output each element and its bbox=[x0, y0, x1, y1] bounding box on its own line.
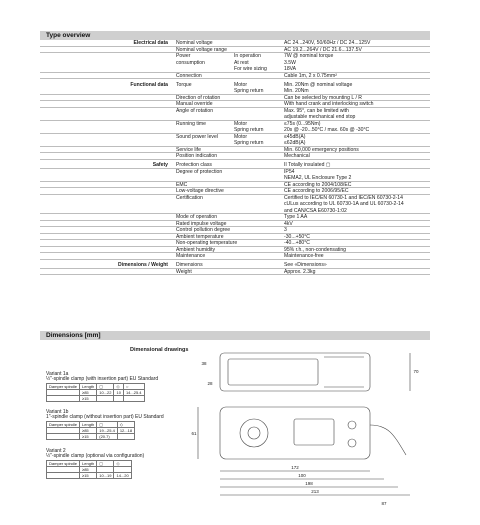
spec-property: Weight bbox=[176, 268, 192, 275]
dim-70: 70 bbox=[413, 369, 419, 374]
spec-value: Mechanical bbox=[284, 153, 310, 159]
spec-value: Max. 95°, can be limited with bbox=[284, 107, 349, 114]
spec-property: Ambient humidity bbox=[176, 246, 216, 253]
spec-value: 95% r.h., non-condensating bbox=[284, 246, 347, 253]
cell: ≥15 bbox=[80, 473, 97, 479]
spec-value: cULus according to UL 60730-1A and UL 60730-2-14 bbox=[284, 201, 404, 207]
spec-value: 4kV bbox=[284, 220, 293, 227]
variant-1a-name: Variant 1a bbox=[46, 371, 69, 377]
cell: 14...25.4 bbox=[123, 390, 144, 396]
spec-value: CE according to 2006/95/EC bbox=[284, 188, 349, 194]
dim-28: 28 bbox=[207, 381, 213, 386]
spec-property: EMC bbox=[176, 181, 188, 188]
spec-condition: In operation bbox=[234, 53, 261, 59]
variant-1b-desc: 1"-spindle clamp (without insertion part) EU Standard bbox=[46, 414, 164, 420]
spec-condition: At rest bbox=[234, 59, 249, 66]
spec-property: Nominal voltage bbox=[176, 40, 213, 46]
cell: 14...20 bbox=[114, 473, 131, 479]
header-damper-spindle: Damper spindle bbox=[47, 461, 80, 467]
cell: ≥15 bbox=[80, 396, 97, 402]
spec-property: Non-operating temperature bbox=[176, 240, 238, 246]
header-damper-spindle: Damper spindle bbox=[47, 384, 80, 390]
spec-value: Type 1 AA bbox=[284, 214, 308, 220]
spec-value: Approx. 2.3kg bbox=[284, 268, 316, 275]
dim-38: 38 bbox=[201, 361, 207, 366]
cell: ≥85 bbox=[80, 467, 97, 473]
type-overview-header: Type overview bbox=[40, 31, 430, 40]
spec-property: Dimensions bbox=[176, 262, 203, 268]
spec-condition: Spring return bbox=[234, 127, 264, 133]
spec-value: ≤45dB(A) bbox=[284, 133, 306, 140]
spec-value: -30...+50°C bbox=[284, 233, 310, 240]
spec-value: Min. 20Nm @ nominal voltage bbox=[284, 81, 353, 88]
spec-value: II Totally insulated ▢ bbox=[284, 162, 331, 168]
cell: ≥85 bbox=[80, 428, 97, 434]
spec-value: AC 24...240V, 50/60Hz / DC 24...125V bbox=[284, 40, 371, 46]
spec-property: Position indication bbox=[176, 153, 218, 159]
actuator-front-view bbox=[220, 407, 370, 459]
spec-value: ≤75s (0...95Nm) bbox=[284, 120, 321, 127]
spec-value: 18VA bbox=[284, 66, 297, 72]
spec-value: Certified to IEC/EN 60730-1 and IEC/EN 60730-2-14 bbox=[284, 194, 403, 201]
spec-row bbox=[40, 73, 430, 80]
variant-1b-name: Variant 1b bbox=[46, 409, 69, 415]
dimensional-drawings-title: Dimensional drawings bbox=[130, 347, 189, 353]
spec-value: and CAN/CSA E60730-1:02 bbox=[284, 207, 347, 214]
spec-property: Direction of rotation bbox=[176, 94, 221, 101]
spec-property: Protection class bbox=[176, 162, 212, 168]
spec-value: Min. 20Nm bbox=[284, 88, 309, 94]
spec-property: Rated impulse voltage bbox=[176, 220, 227, 227]
cell: 10...22 bbox=[97, 390, 114, 396]
spec-property: Manual override bbox=[176, 101, 213, 107]
cell: 10 bbox=[114, 390, 123, 396]
spec-property: Torque bbox=[176, 81, 192, 88]
spec-property: Angle of rotation bbox=[176, 107, 214, 114]
cell: ≥15 bbox=[80, 434, 97, 440]
dim-213: 213 bbox=[311, 489, 319, 494]
spec-property: Low-voltage directive bbox=[176, 188, 224, 194]
spec-value: 20s @ -20...50°C / max. 60s @ -30°C bbox=[284, 127, 370, 133]
spec-condition: Spring return bbox=[234, 88, 264, 94]
spec-property: Ambient temperature bbox=[176, 233, 224, 240]
spec-row bbox=[40, 153, 430, 160]
cell: 10...19 bbox=[97, 473, 114, 479]
spec-condition: Motor bbox=[234, 133, 248, 140]
spec-value: CE according to 2004/108/EC bbox=[284, 181, 352, 188]
spec-category: Dimensions / Weight bbox=[118, 262, 168, 268]
spec-value: 7W @ nominal torque bbox=[284, 53, 334, 59]
spec-value: ≤62dB(A) bbox=[284, 140, 306, 146]
spec-property: consumption bbox=[176, 59, 205, 66]
dim-172: 172 bbox=[291, 465, 299, 470]
dimensions-section bbox=[40, 345, 430, 525]
spec-condition: Motor bbox=[234, 81, 248, 88]
spindle-clamp bbox=[240, 419, 268, 447]
header-length: Length bbox=[80, 384, 97, 390]
spec-value: Cable 1m, 2 x 0.75mm² bbox=[284, 72, 337, 79]
dimensions-header: Dimensions [mm] bbox=[40, 331, 430, 340]
spec-value: 3 bbox=[284, 227, 287, 233]
spec-condition: Spring return bbox=[234, 140, 264, 146]
variant-2-table: Damper spindle Length ▢ ◇ ≥85 ≥15 10...19 14...20 bbox=[46, 460, 132, 479]
cell: 19...25.4 bbox=[97, 428, 118, 434]
spec-value: With hand crank and interlocking switch bbox=[284, 101, 374, 107]
cell: (20.7) bbox=[97, 434, 118, 440]
spec-condition: For wire sizing bbox=[234, 66, 267, 72]
variant-1a-table: Damper spindle Length ▢ ◇ ○ ≥85 10...22 10 14...25.4 ≥15 bbox=[46, 383, 145, 402]
spec-value: IP54 bbox=[284, 168, 295, 175]
spec-value: See «Dimensions» bbox=[284, 262, 327, 268]
spec-property: Certification bbox=[176, 194, 203, 201]
actuator-dimension-drawing bbox=[184, 345, 430, 525]
spec-value: Can be selected by mounting L / R bbox=[284, 94, 362, 101]
cell: 12...18 bbox=[117, 428, 134, 434]
spec-category: Functional data bbox=[130, 81, 168, 88]
spec-condition: Motor bbox=[234, 120, 248, 127]
spec-property: Power bbox=[176, 53, 191, 59]
spec-value: adjustable mechanical end stop bbox=[284, 114, 356, 120]
spec-table bbox=[40, 40, 430, 275]
spec-property: Maintenance bbox=[176, 253, 206, 259]
spec-row bbox=[40, 253, 430, 260]
spec-row bbox=[40, 269, 430, 276]
header-damper-spindle: Damper spindle bbox=[47, 422, 80, 428]
spec-property: Nominal voltage range bbox=[176, 46, 227, 53]
spec-property: Degree of protection bbox=[176, 168, 223, 175]
header-length: Length bbox=[80, 422, 97, 428]
spec-value: Min. 60,000 emergency positions bbox=[284, 146, 359, 153]
spec-property: Service life bbox=[176, 146, 201, 153]
spec-value: -40...+80°C bbox=[284, 240, 310, 246]
dim-87: 87 bbox=[381, 501, 387, 506]
dim-61: 61 bbox=[191, 431, 197, 436]
spec-category: Electrical data bbox=[133, 40, 168, 46]
dim-198: 198 bbox=[305, 481, 313, 486]
variant-2-name: Variant 2 bbox=[46, 448, 66, 454]
spec-property: Running time bbox=[176, 120, 207, 127]
spec-value: NEMA2, UL Enclosure Type 2 bbox=[284, 175, 352, 181]
spec-category: Safety bbox=[152, 162, 168, 168]
spec-property: Sound power level bbox=[176, 133, 218, 140]
spec-property: Mode of operation bbox=[176, 214, 218, 220]
cell: ≥85 bbox=[80, 390, 97, 396]
variant-1b-table: Damper spindle Length ▢ ◇ ≥85 19...25.4 12...18 ≥15 (20.7) bbox=[46, 421, 135, 440]
spec-property: Connection bbox=[176, 72, 202, 79]
spec-property: Control pollution degree bbox=[176, 227, 231, 233]
variant-2-desc: ½"-spindle clamp (optional via configuration) bbox=[46, 453, 145, 459]
spec-value: Maintenance-free bbox=[284, 253, 324, 259]
spec-value: 3.5W bbox=[284, 59, 296, 66]
variant-1a-desc: ½"-spindle clamp (with insertion part) EU Standard bbox=[46, 376, 159, 382]
spec-value: AC 19.2...264V / DC 21.6...137.5V bbox=[284, 46, 362, 53]
header-length: Length bbox=[80, 461, 97, 467]
dim-100: 100 bbox=[298, 473, 306, 478]
